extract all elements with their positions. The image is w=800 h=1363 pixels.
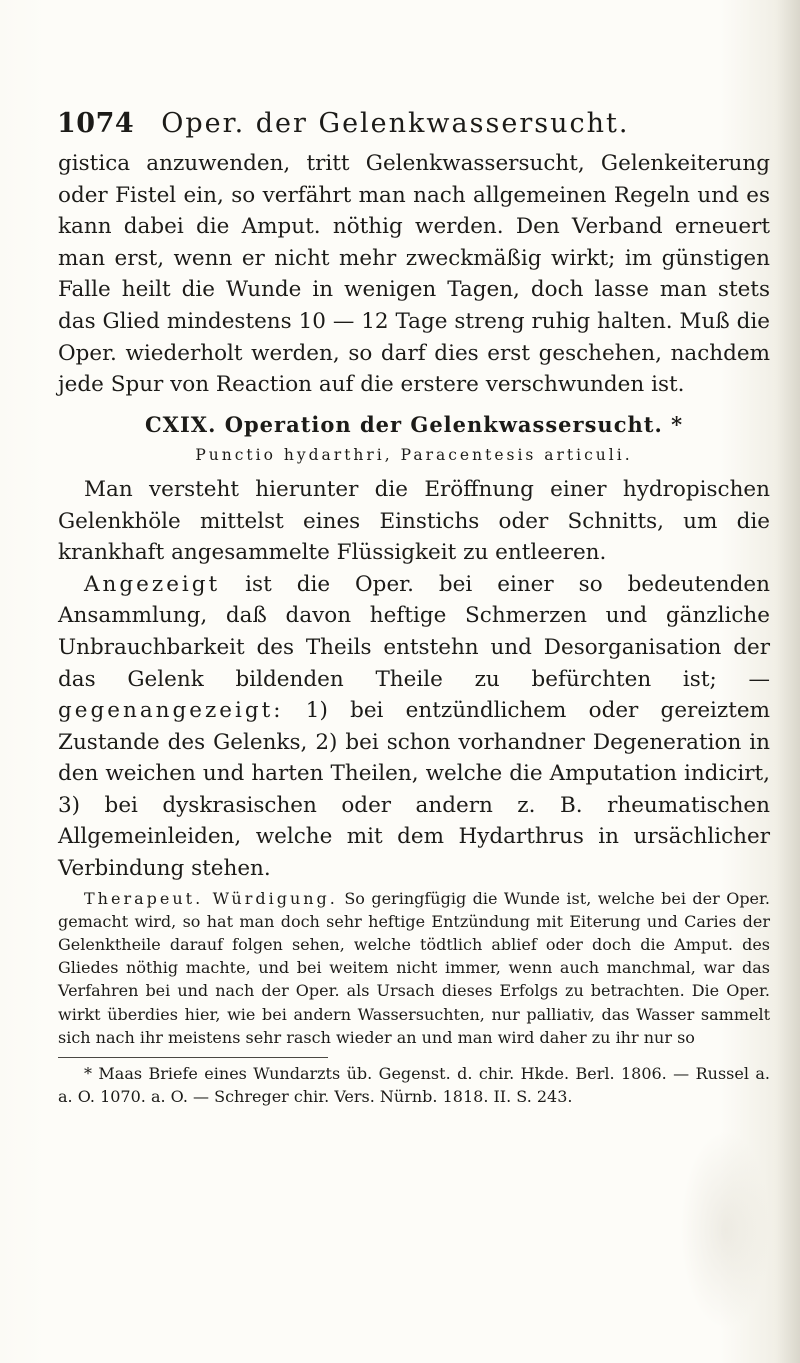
indication-text: ist die Oper. bei einer so bedeutenden Ansammlung, daß davon heftige Schmerzen und gänzliche Unbrauchbarkeit des Theils entstehn und Desorganisation der das Gelenk bildenden Theile zu befürchten ist; — <box>58 571 770 692</box>
page-header <box>57 108 737 139</box>
running-title: Oper. der Gelenkwassersucht. <box>161 108 630 139</box>
section-title: CXIX. Operation der Gelenkwassersucht. * <box>144 411 684 437</box>
footnote-text: * Maas Briefe eines Wundarzts üb. Gegenst. d. chir. Hkde. Berl. 1806. — Russel a. a. O. 1070. a. O. — Schreger chir. Vers. Nürnb. 1818. II. S. 243. <box>58 1064 770 1107</box>
paper-smudge <box>680 1130 770 1330</box>
footnote-divider <box>58 1057 328 1058</box>
indication-label: Angezeigt <box>84 571 221 597</box>
contraindication-label: gegenangezeigt: <box>58 698 284 724</box>
assessment-text: So geringfügig die Wunde ist, welche bei der Oper. gemacht wird, so hat man doch sehr heftige Entzündung mit Eiterung und Caries der Gelenktheile darauf folgen sehen, welche tödtlich ablief oder doch die Amput. des Gliedes nöthig machte, und bei weitem nicht immer, wenn auch manchmal, war das Verfahren bei und nach der Oper. als Ursach dieses Erfolgs zu betrachten. Die Oper. wirkt überdies hier, wie bei andern Wassersuchten, nur palliativ, das Wasser sammelt sich nach ihr meistens sehr rasch wieder an und man wird daher zu ihr nur so <box>58 888 770 1047</box>
paragraph-continuation: gistica anzuwenden, tritt Gelenkwassersucht, Gelenkeiterung oder Fistel ein, so verfährt man nach allgemeinen Regeln und es kann dabei die Amput. nöthig werden. Den Verband erneuert man erst, wenn er nicht mehr zweckmäßig wirkt; im günstigen Falle heilt die Wunde in wenigen Tagen, doch lasse man stets das Glied mindestens 10 — 12 Tage streng ruhig halten. Muß die Oper. wiederholt werden, so darf dies erst geschehen, nachdem jede Spur von Reaction auf die erstere verschwunden ist. <box>58 151 770 398</box>
page-body <box>58 148 770 1108</box>
paragraph-definition: Man versteht hierunter die Eröffnung einer hydropischen Gelenkhöle mittelst eines Einstichs oder Schnitts, um die krankhaft angesammelte Flüssigkeit zu entleeren. <box>58 476 770 566</box>
therapeutic-assessment <box>58 887 770 1049</box>
page-number: 1074 <box>57 108 135 139</box>
paragraph-indications <box>58 569 770 885</box>
contraindication-text: 1) bei entzündlichem oder gereiztem Zustande des Gelenks, 2) bei schon vorhandner Degeneration in den weichen und harten Theilen, welche die Amputation indicirt, 3) bei dyskrasischen oder andern z. B. rheumatischen Allgemeinleiden, welche mit dem Hydarthrus in ursächlicher Verbindung stehen. <box>58 698 770 882</box>
assessment-label: Therapeut. Würdigung. <box>84 888 338 908</box>
footnote <box>58 1062 770 1108</box>
section-subtitle: Punctio hydarthri, Paracentesis articuli. <box>195 446 633 465</box>
